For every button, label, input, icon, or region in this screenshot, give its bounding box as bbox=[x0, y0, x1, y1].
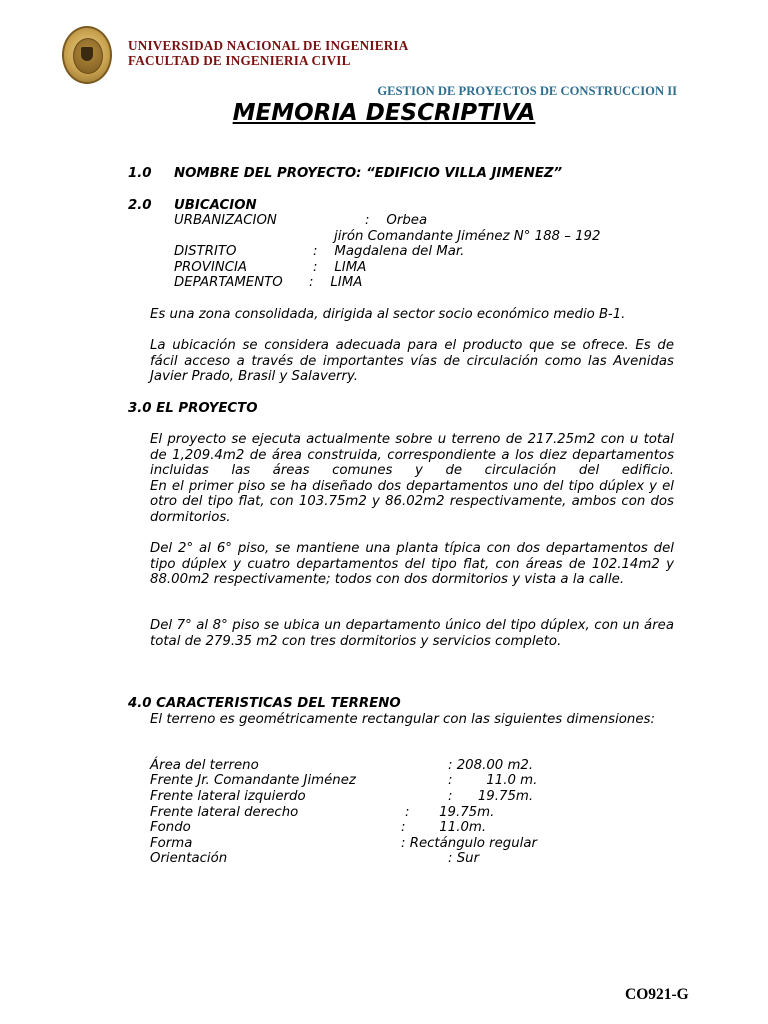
provincia-label: PROVINCIA bbox=[174, 260, 247, 275]
section2-number: 2.0 bbox=[128, 198, 152, 213]
urbanizacion-label: URBANIZACION bbox=[174, 213, 277, 228]
terrain-intro-paragraph bbox=[150, 712, 674, 728]
section1-project-name: NOMBRE DEL PROYECTO: “EDIFICIO VILLA JIMENEZ” bbox=[174, 166, 563, 181]
project-text-3: Del 7° al 8° piso se ubica un departamento único del tipo dúplex, con un área total de 279.35 m2 con tres dormitorios y servicios completo. bbox=[150, 618, 674, 649]
terrain-row-label: Frente lateral izquierdo bbox=[150, 789, 306, 804]
location-paragraph bbox=[150, 338, 674, 385]
departamento-value: : LIMA bbox=[309, 275, 363, 290]
terrain-row-label: Frente Jr. Comandante Jiménez bbox=[150, 773, 356, 788]
location-text: La ubicación se considera adecuada para el producto que se ofrece. Es de fácil acceso a través de importantes vías de circulación como las Avenidas Javier Prado, Brasil y Salaverry. bbox=[150, 338, 674, 385]
terrain-row-value: : 19.75m. bbox=[405, 805, 495, 820]
distrito-value: : Magdalena del Mar. bbox=[313, 244, 465, 259]
document-code: CO921-G bbox=[625, 986, 689, 1003]
terrain-row-value: : 11.0m. bbox=[401, 820, 487, 835]
terrain-intro-text: El terreno es geométricamente rectangular con las siguientes dimensiones: bbox=[150, 712, 655, 727]
terrain-row-label: Forma bbox=[150, 836, 193, 851]
course-name: GESTION DE PROYECTOS DE CONSTRUCCION II bbox=[377, 84, 677, 98]
faculty-name: FACULTAD DE INGENIERIA CIVIL bbox=[128, 53, 351, 68]
section3-heading: 3.0 EL PROYECTO bbox=[128, 401, 258, 416]
terrain-row-value: : 208.00 m2. bbox=[448, 758, 534, 773]
terrain-row-value: : Rectángulo regular bbox=[401, 836, 537, 851]
project-paragraph-1 bbox=[150, 432, 674, 526]
section4-heading: 4.0 CARACTERISTICAS DEL TERRENO bbox=[128, 696, 401, 711]
document-title: MEMORIA DESCRIPTIVA bbox=[232, 100, 536, 126]
project-text-2: Del 2° al 6° piso, se mantiene una planta típica con dos departamentos del tipo dúplex y cuatro departamentos del tipo flat, con áreas de 102.14m2 y 88.00m2 respectivamente; todos con dos dormitorios y vista a la calle. bbox=[150, 541, 674, 588]
terrain-row-value: : 19.75m. bbox=[448, 789, 534, 804]
terrain-row-label: Fondo bbox=[150, 820, 191, 835]
terrain-row-label: Orientación bbox=[150, 851, 228, 866]
distrito-label: DISTRITO bbox=[174, 244, 237, 259]
street-address: jirón Comandante Jiménez N° 188 – 192 bbox=[334, 229, 601, 244]
terrain-row-label: Frente lateral derecho bbox=[150, 805, 299, 820]
urbanizacion-value: : Orbea bbox=[365, 213, 428, 228]
section2-heading: UBICACION bbox=[174, 198, 257, 213]
terrain-row-value: : 11.0 m. bbox=[448, 773, 538, 788]
shield-icon bbox=[81, 47, 93, 61]
project-text-1b: En el primer piso se ha diseñado dos departamentos uno del tipo dúplex y el otro del tipo flat, con 103.75m2 y 86.02m2 respectivamente, ambos con dos dormitorios. bbox=[150, 478, 674, 525]
project-text-1a: El proyecto se ejecuta actualmente sobre u terreno de 217.25m2 con u total de 1,209.4m2 de área construida, correspondiente a los diez departamentos incluidas las áreas comunes y de circulación del edificio. bbox=[150, 432, 674, 479]
university-name: UNIVERSIDAD NACIONAL DE INGENIERIA bbox=[128, 38, 409, 53]
project-paragraph-2 bbox=[150, 541, 674, 588]
zone-text: Es una zona consolidada, dirigida al sector socio económico medio B-1. bbox=[150, 307, 626, 322]
project-paragraph-3 bbox=[150, 618, 674, 649]
university-seal-logo bbox=[62, 26, 112, 84]
terrain-row-value: : Sur bbox=[448, 851, 480, 866]
section1-number: 1.0 bbox=[128, 166, 152, 181]
provincia-value: : LIMA bbox=[313, 260, 367, 275]
departamento-label: DEPARTAMENTO bbox=[174, 275, 283, 290]
zone-paragraph bbox=[150, 307, 674, 323]
terrain-row-label: Área del terreno bbox=[150, 758, 259, 773]
